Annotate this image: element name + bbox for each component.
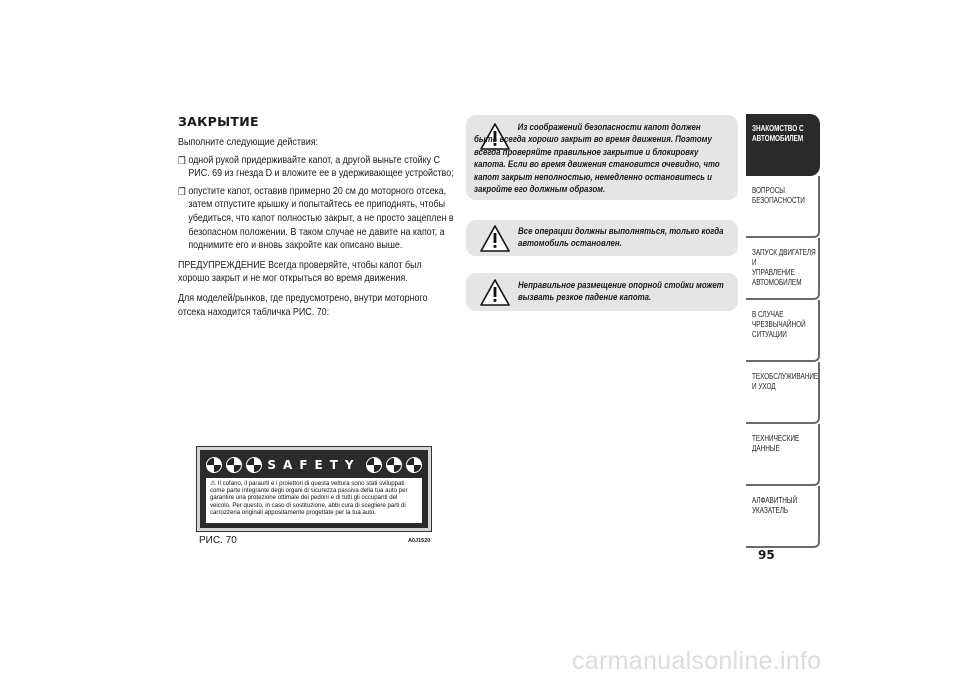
safety-banner-text: SAFETY (267, 458, 361, 472)
warning-box-1 (466, 115, 738, 200)
intro-text: Выполните следующие действия: (178, 137, 319, 148)
warning-box-3 (466, 273, 738, 311)
crash-test-marker-icon (386, 457, 402, 473)
main-text-column (178, 114, 456, 319)
warning-triangle-icon (480, 225, 510, 252)
tab-chapter-7[interactable]: АЛФАВИТНЫЙ УКАЗАТЕЛЬ (746, 486, 820, 548)
warning-box-2 (466, 220, 738, 256)
warning-note: ПРЕДУПРЕЖДЕНИЕ Всегда проверяйте, чтобы капот был хорошо закрыт и не мог открыться во время движения. (178, 259, 422, 285)
figure-caption: РИС. 70 (199, 535, 237, 546)
bullet-text: одной рукой придерживайте капот, а другой выньте стойку С РИС. 69 из гнезда D и вложите ее в удерживающее устройство; (188, 154, 454, 180)
tab-chapter-1[interactable]: ЗНАКОМСТВО С АВТОМОБИЛЕМ (746, 114, 820, 176)
models-note: Для моделей/рынков, где предусмотрено, внутри моторного отсека находится табличка РИС. 70: (178, 292, 428, 318)
crash-test-marker-icon (406, 457, 422, 473)
safety-label (200, 450, 428, 528)
list-item (178, 185, 455, 253)
crash-test-marker-icon (366, 457, 382, 473)
tab-chapter-6[interactable]: ТЕХНИЧЕСКИЕ ДАННЫЕ (746, 424, 820, 486)
section-title: ЗАКРЫТИЕ (178, 114, 259, 129)
page-number: 95 (758, 548, 775, 562)
checkbox-bullet-icon: ❒ (178, 186, 186, 198)
figure-code: A0J1520 (408, 538, 431, 544)
checkbox-bullet-icon: ❒ (178, 155, 186, 167)
crash-test-marker-icon (206, 457, 222, 473)
warning-triangle-icon: ⚠ (210, 480, 216, 487)
safety-banner (206, 456, 422, 474)
crash-test-marker-icon (226, 457, 242, 473)
warning-triangle-icon (480, 279, 510, 306)
safety-label-text: ⚠ Il cofano, il paraurti e i proiettori di questa vettura sono stati sviluppati come parte integrante degli organi di sicurezza passiva della tua auto per garantire una protezione ottimale dei pedoni e di tutti gli occupanti del veicolo. Per questo, in caso di sostituzione, abbi cura di scegliere parti di carrozzeria originali appositamente progettate per la tua auto. (206, 478, 422, 523)
tab-chapter-3[interactable]: ЗАПУСК ДВИГАТЕЛЯ И УПРАВЛЕНИЕ АВТОМОБИЛЕМ (746, 238, 820, 300)
tab-chapter-2[interactable]: ВОПРОСЫ БЕЗОПАСНОСТИ (746, 176, 820, 238)
warning-text: Неправильное размещение опорной стойки может вызвать резкое падение капота. (518, 279, 724, 303)
warning-text: Из соображений безопасности капот должен быть всегда хорошо закрыт во время движения. Поэтому всегда проверяйте правильное закрытие и блокировку капота. Если во время движения становится очевидно, что капот закрыт неполностью, немедленно остановитесь и закройте его должным образом. (474, 121, 720, 195)
crash-test-marker-icon (246, 457, 262, 473)
list-item (178, 154, 455, 181)
safety-label-figure (196, 446, 432, 532)
tab-chapter-5[interactable]: ТЕХОБСЛУЖИВАНИЕ И УХОД (746, 362, 820, 424)
watermark: carmanualsonline.info (572, 647, 822, 675)
bullet-text: опустите капот, оставив примерно 20 см до моторного отсека, затем отпустите крышку и попытайтесь ее приподнять, чтобы убедиться, что капот полностью закрыт, а не просто зацеплен в безопасном положении. В таком случае не давите на капот, а поднимите его и вновь закройте как описано выше. (188, 185, 454, 252)
warning-text: Все операции должны выполняться, только когда автомобиль остановлен. (518, 225, 724, 249)
tab-chapter-4[interactable]: В СЛУЧАЕ ЧРЕЗВЫЧАЙНОЙ СИТУАЦИИ (746, 300, 820, 362)
